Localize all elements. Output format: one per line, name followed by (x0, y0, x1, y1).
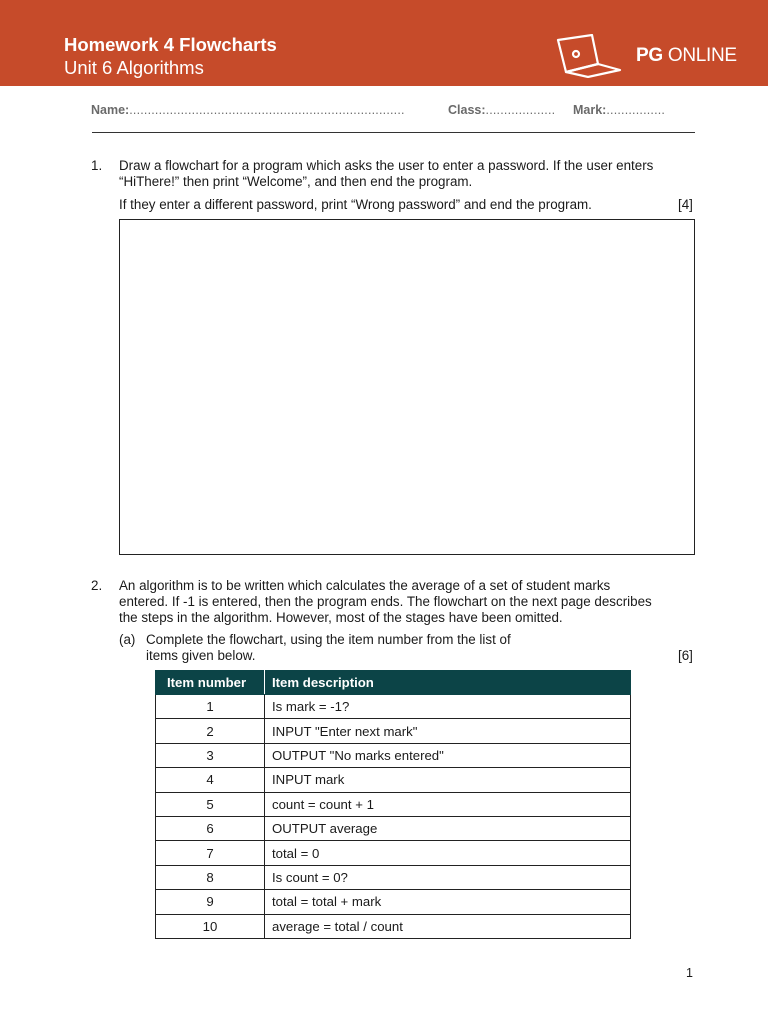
page-header (0, 0, 768, 86)
table-header-row (156, 671, 631, 695)
logo-text: PG ONLINE (636, 45, 737, 66)
item-number-cell: 10 (156, 914, 265, 938)
item-description-cell: OUTPUT average (265, 816, 631, 840)
mark-dots: ................ (606, 103, 666, 117)
item-description-cell: INPUT "Enter next mark" (265, 719, 631, 743)
mark-label: Mark: (573, 103, 607, 117)
class-label: Class: (448, 103, 486, 117)
header-divider (92, 132, 695, 133)
part-a-marks: [6] (678, 648, 693, 663)
laptop-icon (554, 34, 624, 78)
pg-online-logo (554, 34, 749, 78)
document-subtitle: Unit 6 Algorithms (64, 57, 204, 78)
item-description-cell: OUTPUT "No marks entered" (265, 743, 631, 767)
question-1-text-line-2: “HiThere!” then print “Welcome”, and then end the program. (119, 174, 473, 189)
question-2-text-line-2: entered. If -1 is entered, then the program ends. The flowchart on the next page describes (119, 594, 652, 609)
item-number-cell: 4 (156, 768, 265, 792)
item-description-cell: average = total / count (265, 914, 631, 938)
item-description-cell: Is mark = -1? (265, 695, 631, 719)
item-number-cell: 5 (156, 792, 265, 816)
document-title: Homework 4 Flowcharts (64, 34, 277, 55)
question-1-answer-box[interactable] (119, 219, 695, 555)
class-dots: ................... (485, 103, 556, 117)
table-row (156, 841, 631, 865)
class-field (448, 103, 555, 117)
question-1-text-line-3: If they enter a different password, print “Wrong password” and end the program. (119, 197, 592, 212)
name-label: Name: (91, 103, 130, 117)
table-row (156, 743, 631, 767)
item-description-cell: count = count + 1 (265, 792, 631, 816)
table-row (156, 719, 631, 743)
part-a-text-line-1: Complete the flowchart, using the item number from the list of (146, 632, 511, 647)
question-1-marks: [4] (678, 197, 693, 212)
table-row (156, 914, 631, 938)
question-1-text-line-1: Draw a flowchart for a program which asks the user to enter a password. If the user enters (119, 158, 654, 173)
item-description-cell: total = 0 (265, 841, 631, 865)
item-number-cell: 2 (156, 719, 265, 743)
item-number-cell: 3 (156, 743, 265, 767)
items-table (155, 670, 631, 939)
item-number-cell: 9 (156, 890, 265, 914)
name-dots: ........................................................................... (129, 103, 405, 117)
column-header-item-number: Item number (156, 671, 265, 695)
item-number-cell: 6 (156, 816, 265, 840)
name-field (91, 103, 405, 117)
item-description-cell: INPUT mark (265, 768, 631, 792)
mark-field (573, 103, 665, 117)
table-row (156, 695, 631, 719)
table-row (156, 816, 631, 840)
question-2-text-line-1: An algorithm is to be written which calculates the average of a set of student marks (119, 578, 611, 593)
item-number-cell: 7 (156, 841, 265, 865)
part-a-label: (a) (119, 632, 136, 647)
item-number-cell: 8 (156, 865, 265, 889)
item-description-cell: total = total + mark (265, 890, 631, 914)
item-number-cell: 1 (156, 695, 265, 719)
item-description-cell: Is count = 0? (265, 865, 631, 889)
question-1-number: 1. (91, 158, 103, 173)
page-number: 1 (686, 966, 693, 980)
question-2-number: 2. (91, 578, 103, 593)
table-row (156, 768, 631, 792)
question-2-text-line-3: the steps in the algorithm. However, most of the stages have been omitted. (119, 610, 563, 625)
column-header-item-description: Item description (265, 671, 631, 695)
part-a-text-line-2: items given below. (146, 648, 256, 663)
table-row (156, 792, 631, 816)
table-row (156, 865, 631, 889)
table-row (156, 890, 631, 914)
